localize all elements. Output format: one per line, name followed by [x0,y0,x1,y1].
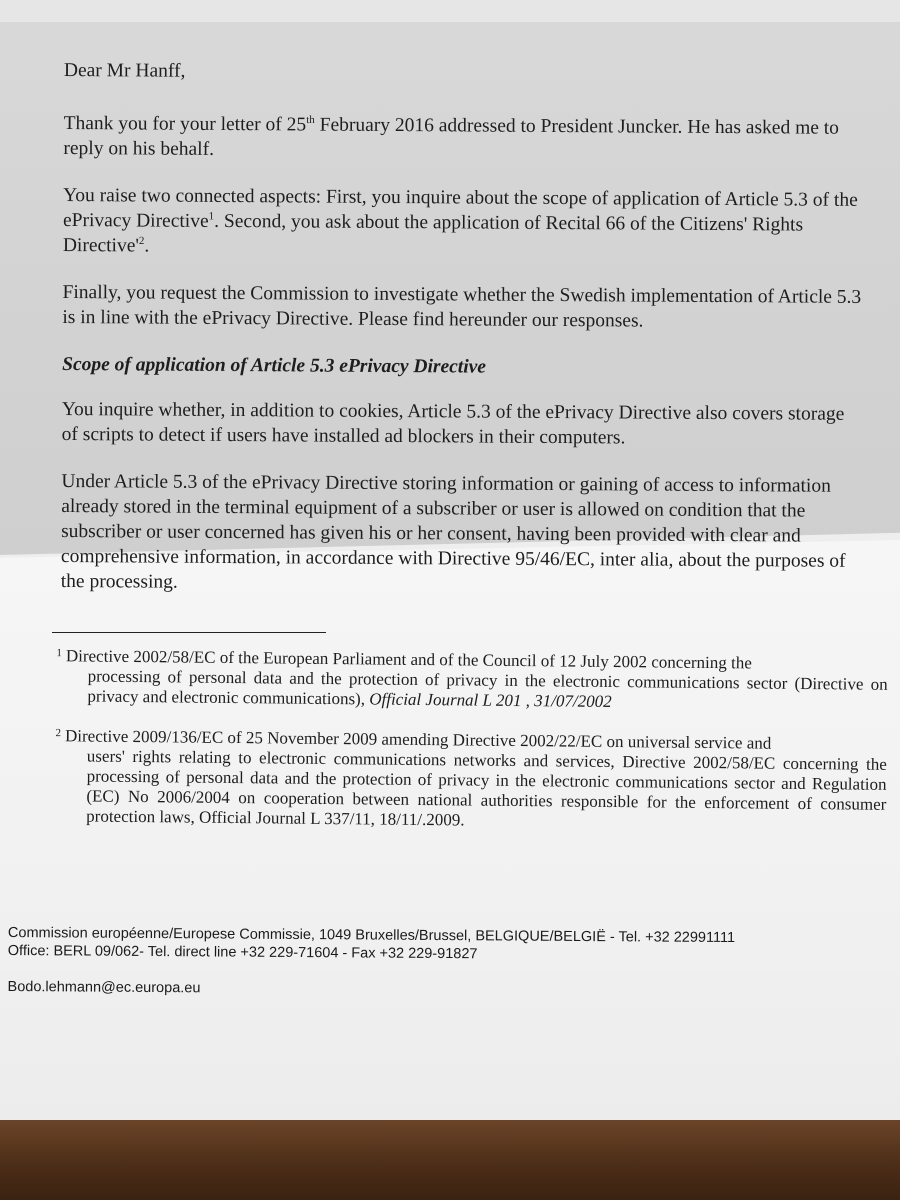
paragraph-inquiry: You inquire whether, in addition to cookies, Article 5.3 of the ePrivacy Directive also covers storage of scripts to detect if users have installed ad blockers in their computers. [61,398,845,449]
wooden-table-surface [0,1120,900,1200]
office-line: Office: BERL 09/062- Tel. direct line +32 229-71604 - Fax +32 229-91827 [7,942,478,963]
address-block [7,924,887,1002]
email-address: Bodo.lehmann@ec.europa.eu [7,978,201,997]
footnote-1: 1 Directive 2002/58/EC of the European Parliament and of the Council of 12 July 2002 concerning the processing of personal data and the protection of privacy in the electronic communications sector (Directive on privacy and electronic communications), Official Journal L 201 , 31/07/2002 [39,646,888,715]
footnote-2: 2 Directive 2009/136/EC of 25 November 2009 amending Directive 2002/22/EC on universal service and users' rights relating to electronic communications networks and services, Directive 2002/58/EC concerning the processing of personal data and the protection of privacy in the electronic communications sector and Regulation (EC) No 2006/2004 on cooperation between national authorities responsible for the enforcement of consumer protection laws, Official Journal L 337/11, 18/11/.2009. [38,726,887,835]
footnote-ref-2: 2 [138,234,145,247]
paragraph-request: Finally, you request the Commission to investigate whether the Swedish implementation of Article 5.3 is in line with the ePrivacy Directive. Please find hereunder our responses. [62,281,862,332]
page-top-edge [0,0,900,22]
footnote-mark: 2 [55,727,62,740]
footnote-ref-1: 1 [208,210,215,223]
paragraph-article-5-3: Under Article 5.3 of the ePrivacy Directive storing information or gaining of access to information already stored in the terminal equipment of a subscriber or user is allowed on condition that the subscriber or user concerned has given his or her consent, having been provided with clear and comprehensive information, in accordance with Directive 95/46/EC, inter alia, about the purposes of the processing. [60,470,846,593]
footnote-separator [52,632,326,633]
letter-body [61,58,864,621]
section-heading: Scope of application of Article 5.3 ePrivacy Directive [62,353,487,378]
footnotes [38,646,888,855]
paragraph-thanks: Thank you for your letter of 25th February 2016 addressed to President Juncker. He has asked me to reply on his behalf. [63,112,840,160]
salutation: Dear Mr Hanff, [63,59,186,82]
footnote-mark: 1 [56,647,62,660]
paragraph-aspects: You raise two connected aspects: First, you inquire about the scope of application of Article 5.3 of the ePrivacy Directive$^1$. Second, you ask about the application of Recital 66 of the Citizens' Rights $Directive'^2$. [62,184,858,257]
address-line: Commission européenne/Europese Commissie, 1049 Bruxelles/Brussel, BELGIQUE/BELGIË - Tel. +32 22991111 [7,925,736,947]
